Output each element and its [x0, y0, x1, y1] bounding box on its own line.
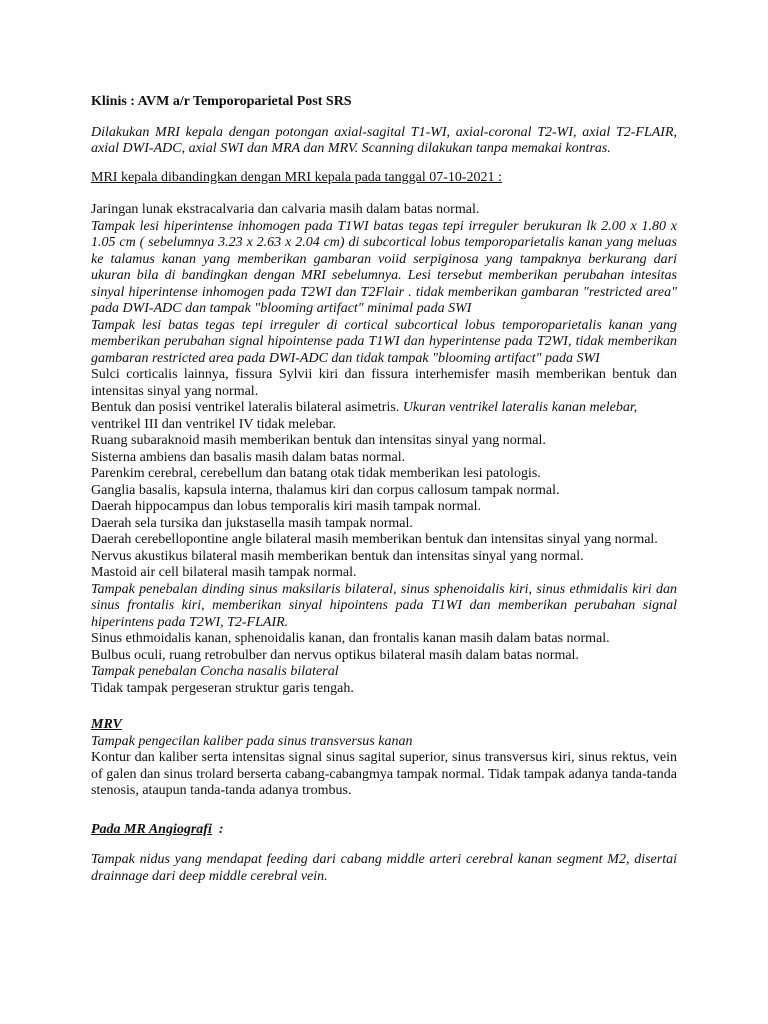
ventricle-normal-text: Bentuk dan posisi ventrikel lateralis bilateral asimetris. [91, 400, 403, 415]
ventricle-continuation-text: ventrikel III dan ventrikel IV tidak melebar. [91, 416, 337, 432]
finding-subaraknoid: Ruang subaraknoid masih memberikan bentuk dan intensitas sinyal yang normal. [91, 433, 546, 448]
finding-sinus-thickening: Tampak penebalan dinding sinus maksilaris bilateral, sinus sphenoidalis kiri, sinus ethmidalis kiri dan sinus frontalis kiri, memberikan sinyal hipointens pada T1WI dan memberikan perubahan signal hiperintens pada T2WI, T2-FLAIR. [91, 581, 677, 630]
examination-intro: Dilakukan MRI kepala dengan potongan axial-sagital T1-WI, axial-coronal T2-WI, axial T2-FLAIR, axial DWI-ADC, axial SWI dan MRA dan MRV. Scanning dilakukan tanpa memakai kontras. [91, 124, 677, 156]
angiography-finding: Tampak nidus yang mendapat feeding dari cabang middle arteri cerebral kanan segment M2, disertai drainnage dari deep middle cerebral vein. [91, 852, 677, 884]
angiography-heading [91, 822, 677, 839]
finding-nervus: Nervus akustikus bilateral masih memberikan bentuk dan intensitas sinyal yang normal. [91, 548, 584, 564]
clinical-title: Klinis : AVM a/r Temporoparietal Post SRS [91, 94, 352, 109]
angiography-section [91, 822, 677, 886]
finding-sinus-normal: Sinus ethmoidalis kanan, sphenoidalis kanan, dan frontalis kanan masih dalam batas normal. [91, 631, 610, 646]
ventricle-italic-text: Ukuran ventrikel lateralis kanan melebar, [402, 400, 638, 415]
angiography-heading-colon: : [211, 821, 224, 837]
finding-concha: Tampak penebalan Concha nasalis bilateral [91, 664, 339, 679]
finding-mastoid: Mastoid air cell bilateral masih tampak normal. [91, 565, 357, 580]
finding-sisterna: Sisterna ambiens dan basalis masih dalam batas normal. [91, 449, 406, 465]
finding-extracalvaria: Jaringan lunak ekstracalvaria dan calvaria masih dalam batas normal. [91, 202, 480, 217]
finding-bulbus: Bulbus oculi, ruang retrobulber dan nervus optikus bilateral masih dalam batas normal. [91, 647, 579, 663]
mrv-finding-italic: Tampak pengecilan kaliber pada sinus transversus kanan [91, 733, 413, 749]
comparison-statement: MRI kepala dibandingkan dengan MRI kepala pada tanggal 07-10-2021 : [91, 169, 502, 185]
finding-hippocampus: Daerah hippocampus dan lobus temporalis kiri masih tampak normal. [91, 499, 481, 514]
findings-section [91, 202, 677, 697]
finding-midline: Tidak tampak pergeseran struktur garis tengah. [91, 680, 354, 696]
finding-sela: Daerah sela tursika dan jukstasella masih tampak normal. [91, 515, 413, 531]
mrv-section [91, 717, 677, 800]
mrv-finding: Kontur dan kaliber serta intensitas signal sinus sagital superior, sinus transversus kiri, sinus rektus, vein of galen dan sinus trolard berserta cabang-cabangmya tampak normal. Tidak tampak adanya tanda-tanda stenosis, ataupun tanda-tanda adanya trombus. [91, 750, 677, 798]
finding-lesion-1: Tampak lesi hiperintense inhomogen pada T1WI batas tegas tepi irreguler berukuran lk 2.00 x 1.80 x 1.05 cm ( sebelumnya 3.23 x 2.63 x 2.04 cm) di subcortical lobus temporoparietalis kanan yang meluas ke talamus kanan yang memberikan gambaran voiid serpiginosa yang tampaknya berkurang dari ukuran bila di bandingkan dengan MRI sebelumnya. Lesi tersebut memberikan perubahan intesitas sinyal hiperintense inhomogen pada T2WI dan T2Flair . tidak memberikan gambaran "restricted area" pada DWI-ADC dan tampak "blooming artifact" minimal pada SWI [91, 218, 677, 316]
mrv-heading: MRV [91, 717, 122, 732]
angiography-heading-text: Pada MR Angiografi [91, 821, 212, 837]
finding-ventricle [91, 400, 677, 433]
finding-ganglia: Ganglia basalis, kapsula interna, thalamus kiri dan corpus callosum tampak normal. [91, 482, 560, 498]
finding-sulci: Sulci corticalis lainnya, fissura Sylvii kiri dan fissura interhemisfer masih memberikan bentuk dan intensitas sinyal yang normal. [91, 367, 677, 399]
finding-cerebellopontine: Daerah cerebellopontine angle bilateral masih memberikan bentuk dan intensitas sinyal yang normal. [91, 532, 658, 547]
finding-parenkim: Parenkim cerebral, cerebellum dan batang otak tidak memberikan lesi patologis. [91, 466, 541, 481]
finding-lesion-2: Tampak lesi batas tegas tepi irreguler di cortical subcortical lobus temporoparietalis kanan yang memberikan perubahan signal hipointense pada T1WI dan hyperintense pada T2WI, tidak memberikan gambaran restricted area pada DWI-ADC dan tidak tampak "blooming artifact" pada SWI [91, 317, 677, 366]
report-content [91, 94, 677, 885]
